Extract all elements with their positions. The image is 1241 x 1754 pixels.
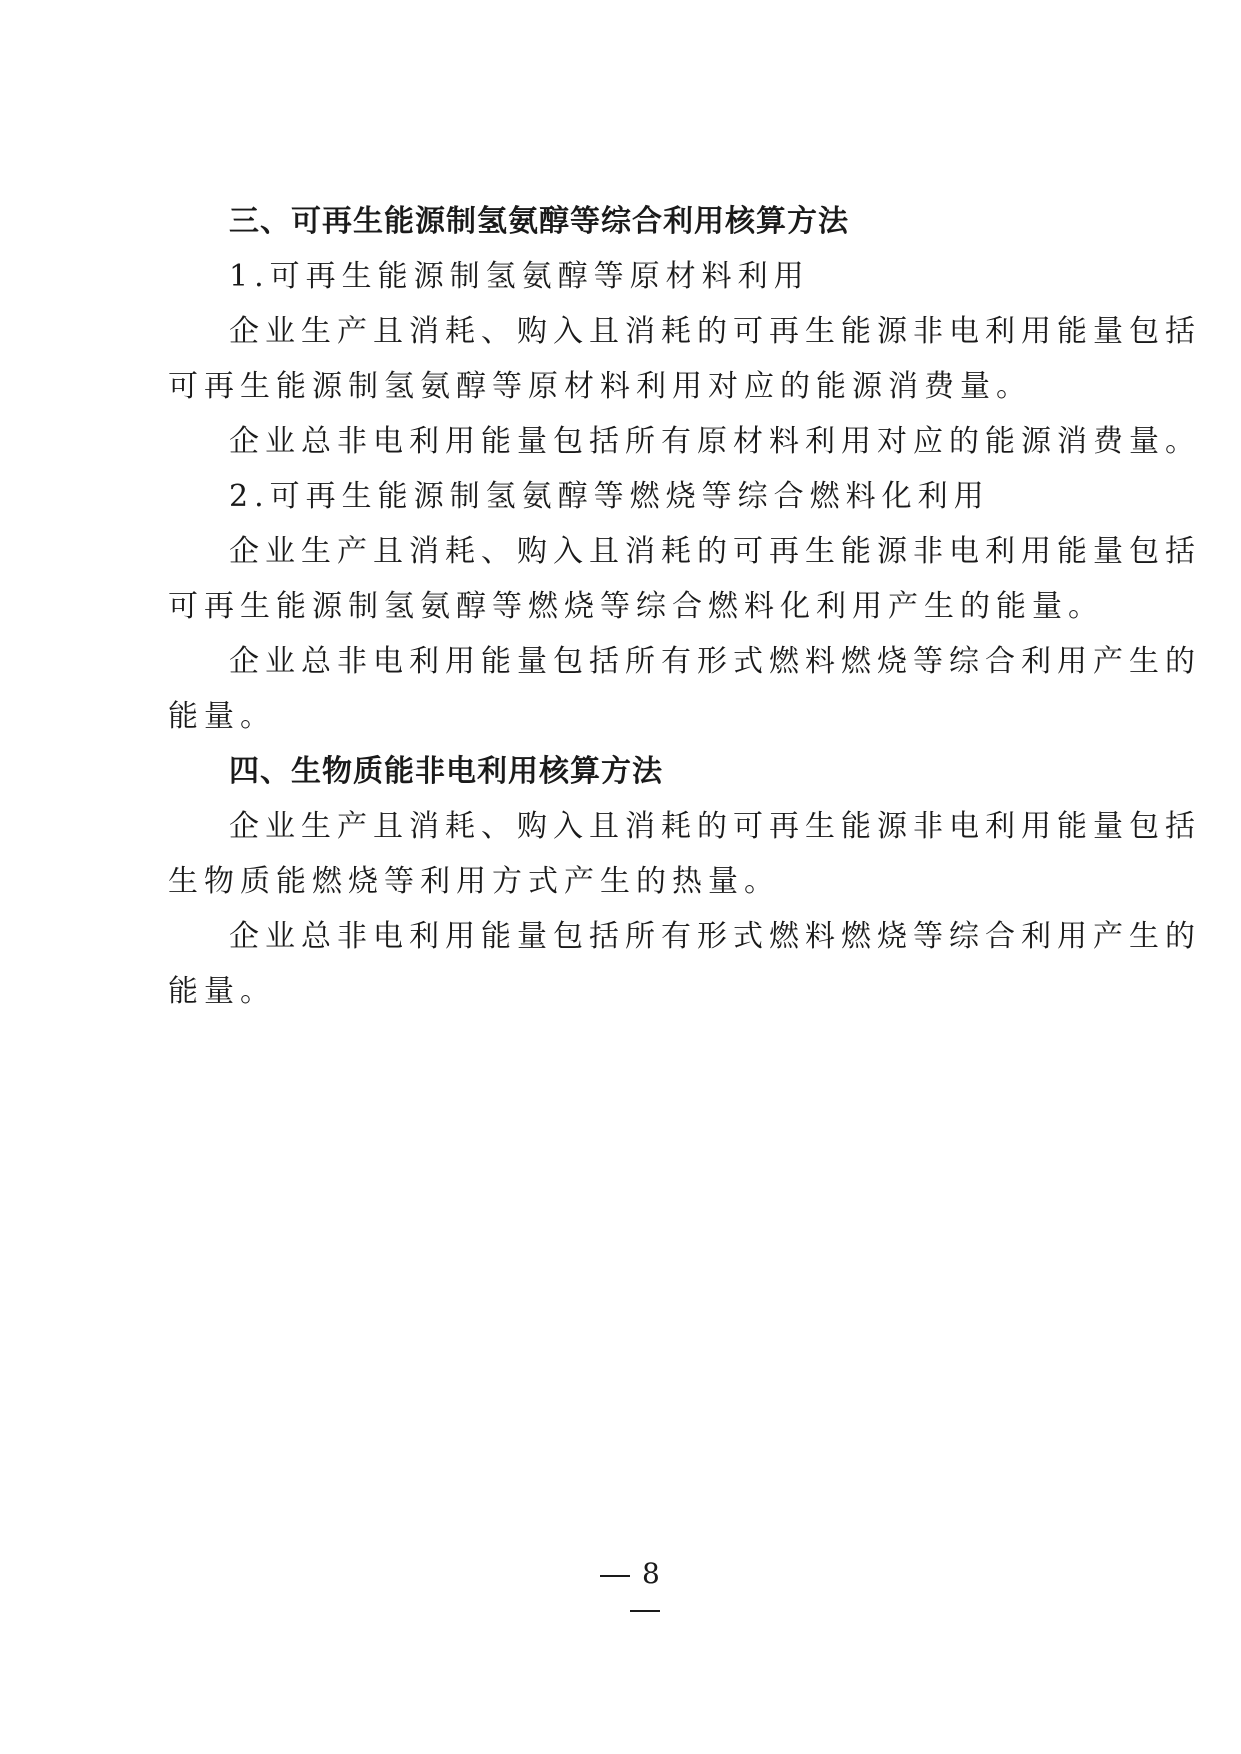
section-4-paragraph-1-line-1: 企业生产且消耗、购入且消耗的可再生能源非电利用能量包括 bbox=[229, 809, 1201, 844]
page-number bbox=[600, 1554, 660, 1594]
section-3-item-1-paragraph-1-line-1: 企业生产且消耗、购入且消耗的可再生能源非电利用能量包括 bbox=[229, 314, 1201, 349]
section-4-paragraph-2-line-1: 企业总非电利用能量包括所有形式燃料燃烧等综合利用产生的 bbox=[229, 919, 1201, 954]
section-3-item-2-paragraph-2-line-1: 企业总非电利用能量包括所有形式燃料燃烧等综合利用产生的 bbox=[229, 644, 1201, 679]
section-3-item-2-paragraph-1-line-1: 企业生产且消耗、购入且消耗的可再生能源非电利用能量包括 bbox=[229, 534, 1201, 569]
page-number-dash bbox=[600, 1575, 630, 1577]
section-4-paragraph-2-line-2: 能量。 bbox=[168, 974, 276, 1009]
page-number-underline bbox=[630, 1610, 660, 1612]
section-3-item-1-title: 1.可再生能源制氢氨醇等原材料利用 bbox=[229, 259, 810, 294]
section-3-item-2-title: 2.可再生能源制氢氨醇等燃烧等综合燃料化利用 bbox=[229, 479, 990, 514]
section-3-heading: 三、可再生能源制氢氨醇等综合利用核算方法 bbox=[229, 204, 849, 239]
section-4-paragraph-1-line-2: 生物质能燃烧等利用方式产生的热量。 bbox=[168, 864, 780, 899]
section-3-item-1-paragraph-1-line-2: 可再生能源制氢氨醇等原材料利用对应的能源消费量。 bbox=[168, 369, 1032, 404]
section-4-heading: 四、生物质能非电利用核算方法 bbox=[229, 754, 663, 789]
section-3-item-2-paragraph-2-line-2: 能量。 bbox=[168, 699, 276, 734]
section-3-item-2-paragraph-1-line-2: 可再生能源制氢氨醇等燃烧等综合燃料化利用产生的能量。 bbox=[168, 589, 1104, 624]
page-number-value: 8 bbox=[642, 1557, 660, 1590]
section-3-item-1-paragraph-2-line-1: 企业总非电利用能量包括所有原材料利用对应的能源消费量。 bbox=[229, 424, 1201, 459]
